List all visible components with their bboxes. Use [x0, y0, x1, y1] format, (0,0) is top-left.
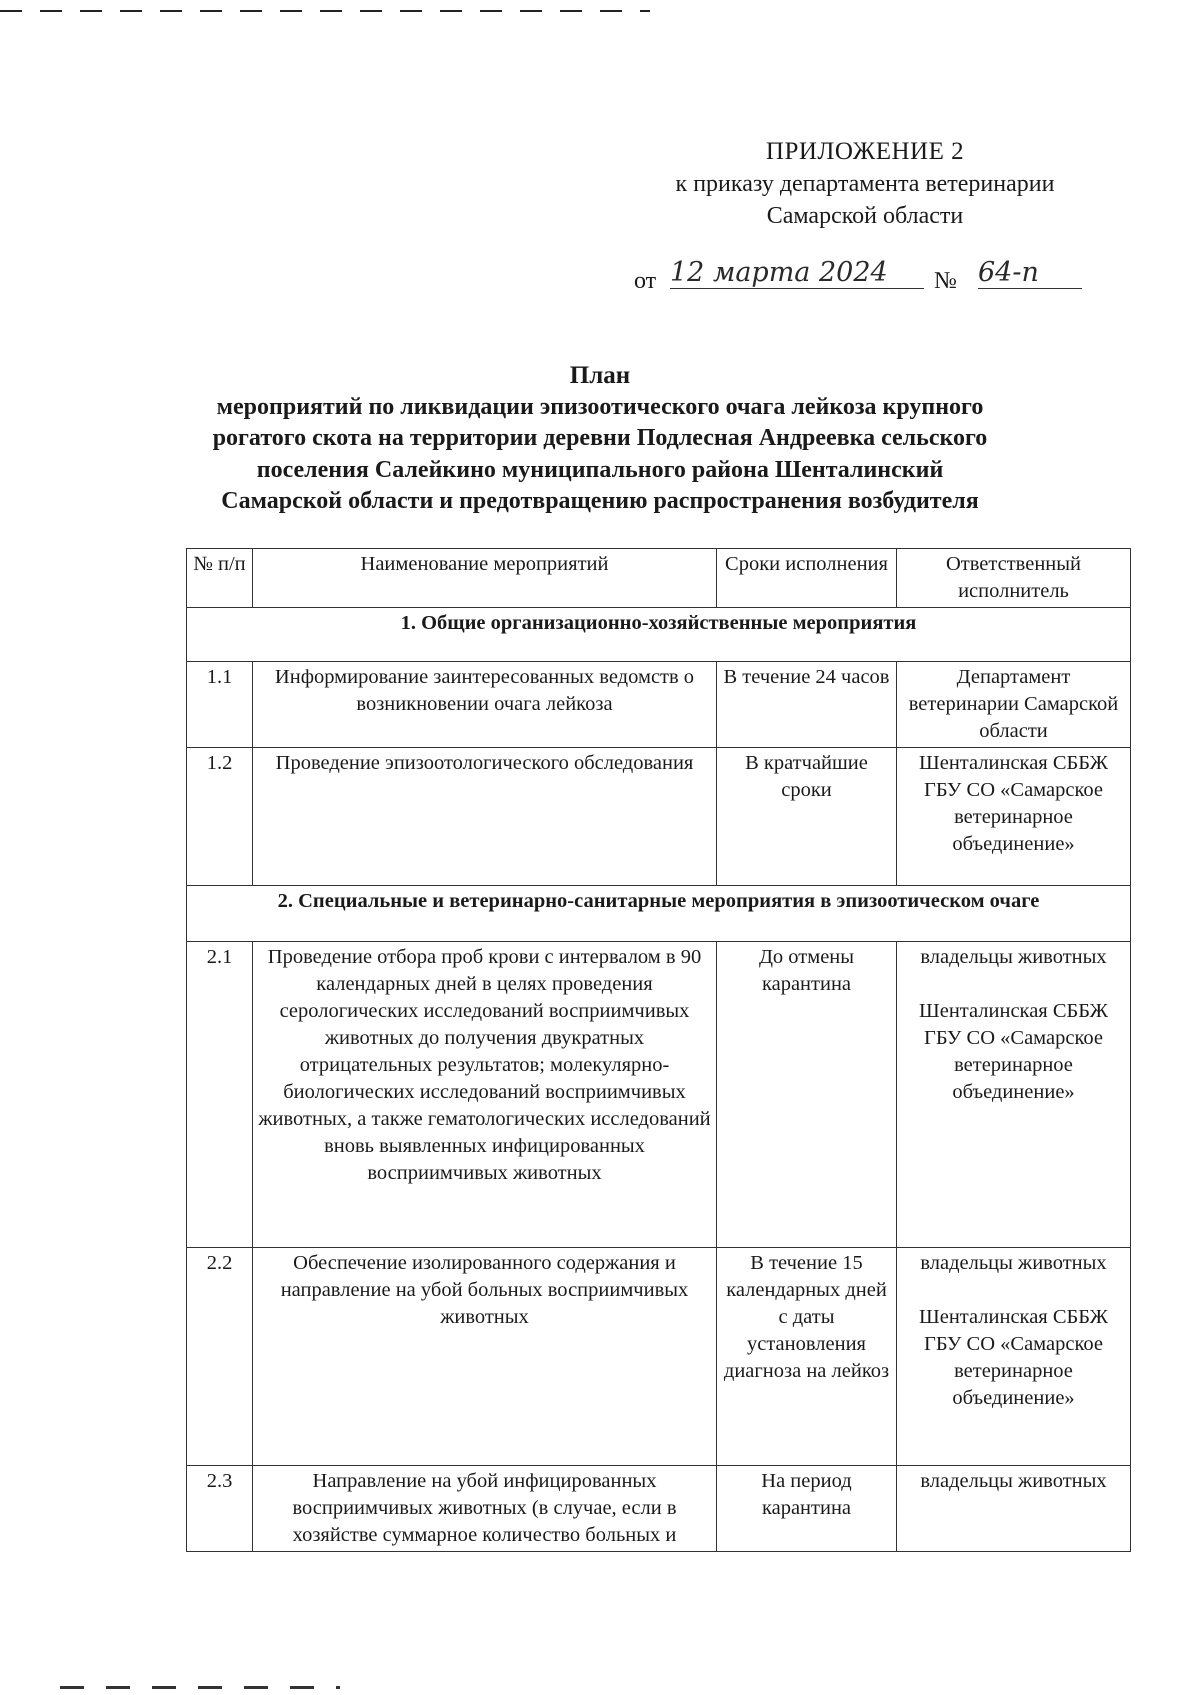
plan-heading: План [569, 362, 631, 389]
row-term: В кратчайшие сроки [717, 748, 897, 886]
resp-station: Шенталинская СББЖ ГБУ СО «Самарское ветеринарное объединение» [919, 1000, 1108, 1103]
handwritten-date: 12 марта 2024 [670, 258, 924, 289]
measures-table [186, 548, 1131, 1552]
row-resp: Департамент ветеринарии Самарской области [897, 662, 1131, 748]
row-resp [897, 1248, 1131, 1466]
scan-edge-dashes [0, 10, 650, 12]
section-row [187, 608, 1131, 662]
row-term: На период карантина [717, 1466, 897, 1552]
handwritten-number: 64-п [978, 258, 1082, 289]
header-num: № п/п [187, 549, 253, 608]
table-row [187, 1248, 1131, 1466]
table-row [187, 1466, 1131, 1552]
row-num: 1.1 [187, 662, 253, 748]
appendix-title: ПРИЛОЖЕНИЕ 2 [765, 138, 965, 165]
plan-title-block [190, 360, 1010, 518]
row-term: В течение 24 часов [717, 662, 897, 748]
section-1-title: 1. Общие организационно-хозяйственные мероприятия [187, 608, 1131, 662]
resp-owners: владельцы животных [920, 1252, 1107, 1274]
row-name: Обеспечение изолированного содержания и направление на убой больных восприимчивых животных [253, 1248, 717, 1466]
row-name: Направление на убой инфицированных восприимчивых животных (в случае, если в хозяйстве суммарное количество больных и [253, 1466, 717, 1552]
row-name: Проведение эпизоотологического обследования [253, 748, 717, 886]
plan-title-line-3: поселения Салейкино муниципального района Шенталинский [256, 456, 944, 483]
appendix-block [620, 136, 1110, 232]
table-row [187, 662, 1131, 748]
resp-owners: владельцы животных [920, 946, 1107, 968]
date-number-line [634, 257, 1134, 302]
row-resp [897, 942, 1131, 1248]
row-resp [897, 1466, 1131, 1552]
row-num: 2.2 [187, 1248, 253, 1466]
row-num: 1.2 [187, 748, 253, 886]
section-2-title: 2. Специальные и ветеринарно-санитарные мероприятия в эпизоотическом очаге [187, 886, 1131, 942]
row-term: До отмены карантина [717, 942, 897, 1248]
plan-title-line-2: рогатого скота на территории деревни Подлесная Андреевка сельского [212, 425, 988, 451]
table-header-row [187, 549, 1131, 608]
row-name: Проведение отбора проб крови с интервалом в 90 календарных дней в целях проведения серологических исследований восприимчивых животных до получения двукратных отрицательных результатов; молекулярно-биологических исследований восприимчивых животных, а также гематологических исследований вновь выявленных инфицированных восприимчивых животных [253, 942, 717, 1248]
section-row [187, 886, 1131, 942]
appendix-order-line: к приказу департамента ветеринарии [675, 171, 1055, 197]
table-row [187, 748, 1131, 886]
scan-bottom-marks [60, 1686, 340, 1689]
row-num: 2.3 [187, 1466, 253, 1552]
header-name: Наименование мероприятий [253, 549, 717, 608]
date-prefix: от [634, 268, 657, 294]
resp-owners: владельцы животных [920, 1470, 1107, 1492]
row-name: Информирование заинтересованных ведомств о возникновении очага лейкоза [253, 662, 717, 748]
row-num: 2.1 [187, 942, 253, 1248]
row-term: В течение 15 календарных дней с даты установления диагноза на лейкоз [717, 1248, 897, 1466]
plan-title-line-4: Самарской области и предотвращению распространения возбудителя [221, 488, 979, 514]
plan-title-line-1: мероприятий по ликвидации эпизоотического очага лейкоза крупного [216, 393, 984, 420]
table-row [187, 942, 1131, 1248]
header-term: Сроки исполнения [717, 549, 897, 608]
appendix-region-line: Самарской области [766, 203, 964, 229]
row-resp: Шенталинская СББЖ ГБУ СО «Самарское ветеринарное объединение» [897, 748, 1131, 886]
header-resp: Ответственный исполнитель [897, 549, 1131, 608]
resp-station: Шенталинская СББЖ ГБУ СО «Самарское ветеринарное объединение» [919, 1306, 1108, 1409]
number-sign: № [934, 268, 957, 294]
